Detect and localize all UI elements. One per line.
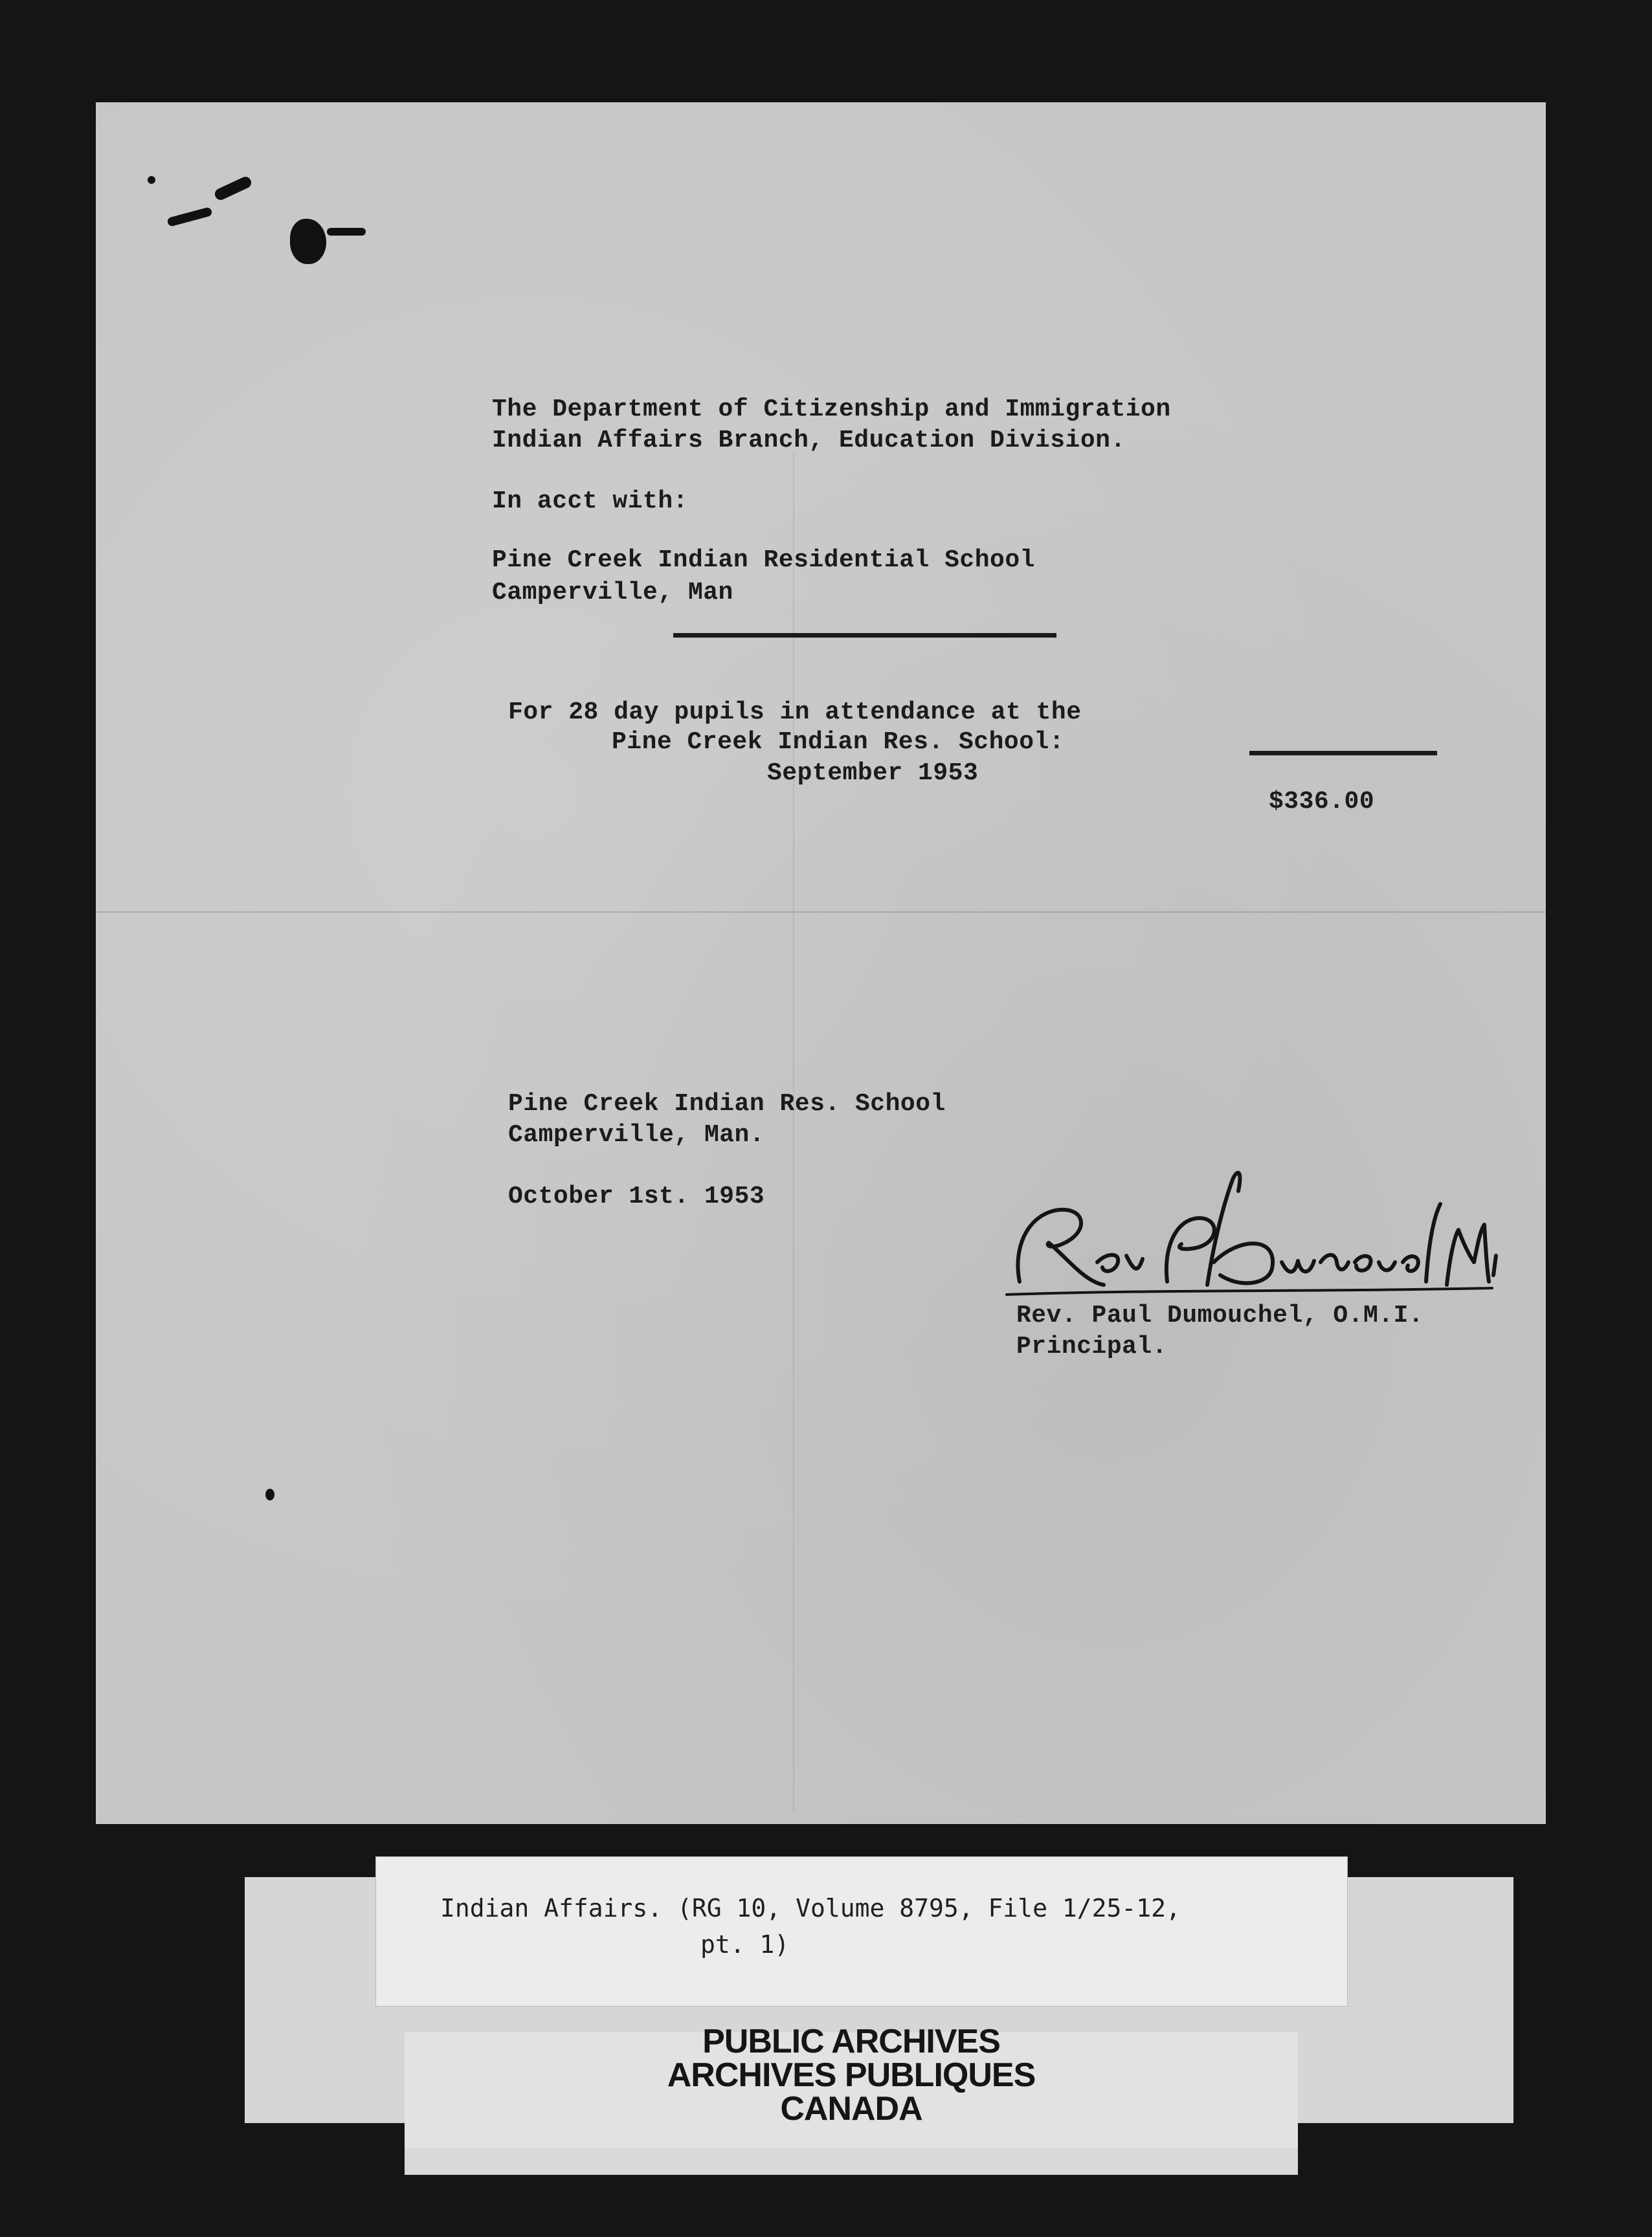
archive-reference-label [375,1856,1348,2007]
ink-speck [148,176,155,184]
school-line-1: Pine Creek Indian Residential School [492,546,1035,574]
archive-name-line-1: PUBLIC ARCHIVES [702,2023,1000,2060]
archive-reference-line-1: Indian Affairs. (RG 10, Volume 8795, File 1/25-12, [440,1894,1181,1922]
sender-line-1: Pine Creek Indian Res. School [508,1090,946,1118]
archive-name-line-3: CANADA [780,2090,922,2128]
item-line-3: September 1953 [767,759,979,787]
ink-blot [290,219,326,264]
item-line-2: Pine Creek Indian Res. School: [612,728,1065,756]
document-page [96,102,1546,1824]
account-with: In acct with: [492,487,688,515]
handwritten-signature [994,1165,1499,1308]
item-line-1: For 28 day pupils in attendance at the [508,698,1082,726]
amount-rule [1249,751,1437,755]
sender-line-2: Camperville, Man. [508,1121,765,1149]
signatory-title: Principal. [1016,1333,1168,1361]
archive-reference-line-2: pt. 1) [700,1930,790,1959]
fold-line [96,911,1546,913]
separator-rule [673,633,1056,638]
amount: $336.00 [1269,788,1375,816]
ink-speck [327,228,366,236]
archive-label-strip [405,2148,1298,2175]
addressee-line-2: Indian Affairs Branch, Education Division. [492,427,1126,454]
letter-date: October 1st. 1953 [508,1183,765,1210]
fold-line-vertical [793,453,794,1812]
archive-name-line-2: ARCHIVES PUBLIQUES [667,2056,1036,2094]
addressee-line-1: The Department of Citizenship and Immigration [492,395,1171,423]
ink-speck [265,1489,274,1500]
signatory-name: Rev. Paul Dumouchel, O.M.I. [1016,1302,1424,1330]
school-line-2: Camperville, Man [492,579,733,607]
